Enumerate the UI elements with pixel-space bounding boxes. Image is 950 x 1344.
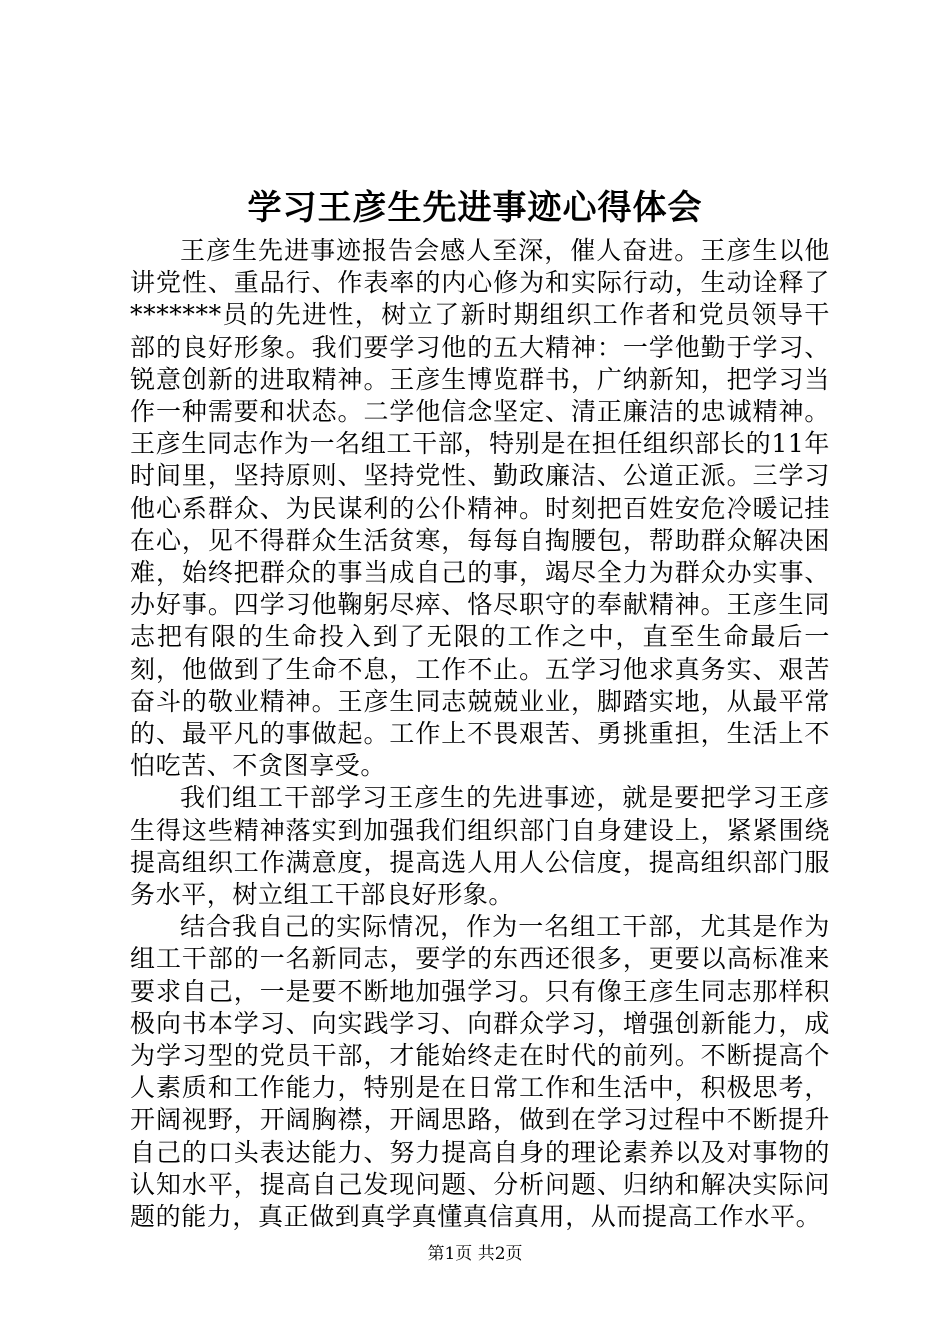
- document-body: [130, 235, 830, 1233]
- paragraph-3: 结合我自己的实际情况，作为一名组工干部，尤其是作为组工干部的一名新同志，要学的东西还很多，更要以高标准来要求自己，一是要不断地加强学习。只有像王彦生同志那样积极向书本学习、向实践学习、向群众学习，增强创新能力，成为学习型的党员干部，才能始终走在时代的前列。不断提高个人素质和工作能力，特别是在日常工作和生活中，积极思考，开阔视野，开阔胸襟，开阔思路，做到在学习过程中不断提升自己的口头表达能力、努力提高自身的理论素养以及对事物的认知水平，提高自己发现问题、分析问题、归纳和解决实际问题的能力，真正做到真学真懂真信真用，从而提高工作水平。: [130, 912, 830, 1232]
- document-title: 学习王彦生先进事迹心得体会: [247, 188, 703, 228]
- page-number-footer: 第1页 共2页: [427, 1244, 523, 1264]
- paragraph-2: 我们组工干部学习王彦生的先进事迹，就是要把学习王彦生得这些精神落实到加强我们组织部门自身建设上，紧紧围绕提高组织工作满意度，提高选人用人公信度，提高组织部门服务水平，树立组工干部良好形象。: [130, 783, 830, 910]
- paragraph-1: 王彦生先进事迹报告会感人至深，催人奋进。王彦生以他讲党性、重品行、作表率的内心修为和实际行动，生动诠释了*******员的先进性，树立了新时期组织工作者和党员领导干部的良好形象。我们要学习他的五大精神：一学他勤于学习、锐意创新的进取精神。王彦生博览群书，广纳新知，把学习当作一种需要和状态。二学他信念坚定、清正廉洁的忠诚精神。王彦生同志作为一名组工干部，特别是在担任组织部长的11年时间里，坚持原则、坚持党性、勤政廉洁、公道正派。三学习他心系群众、为民谋利的公仆精神。时刻把百姓安危冷暖记挂在心，见不得群众生活贫寒，每每自掏腰包，帮助群众解决困难，始终把群众的事当成自己的事，竭尽全力为群众办实事、办好事。四学习他鞠躬尽瘁、恪尽职守的奉献精神。王彦生同志把有限的生命投入到了无限的工作之中，直至生命最后一刻，他做到了生命不息，工作不止。五学习他求真务实、艰苦奋斗的敬业精神。王彦生同志兢兢业业，脚踏实地，从最平常的、最平凡的事做起。工作上不畏艰苦、勇挑重担，生活上不怕吃苦、不贪图享受。: [130, 236, 830, 781]
